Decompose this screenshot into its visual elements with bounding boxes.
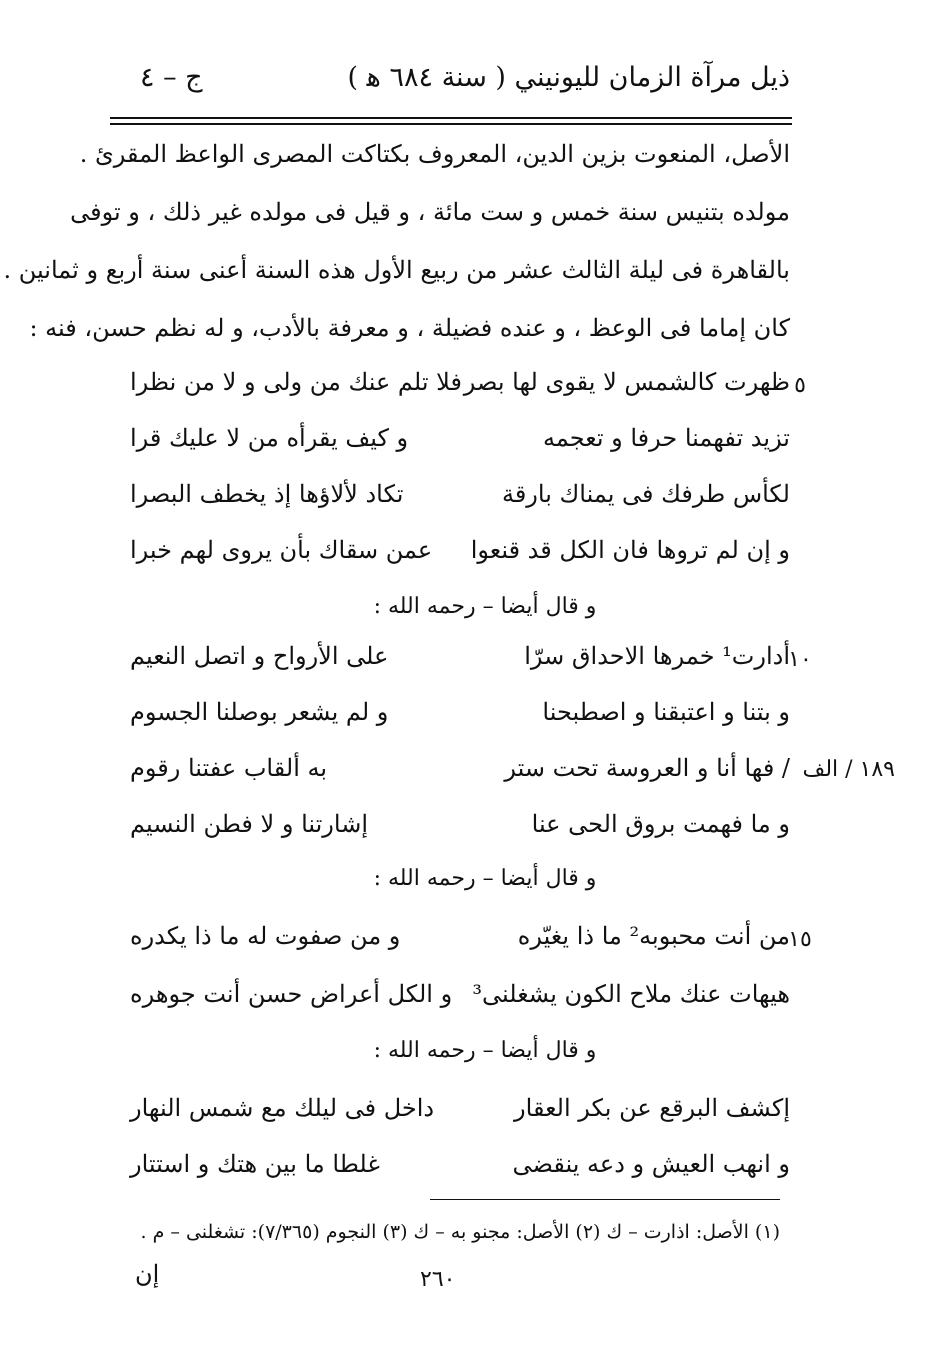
prose-line-3: بالقاهرة فى ليلة الثالث عشر من ربيع الأول هذه السنة أعنى سنة أربع و ثمانين .	[3, 256, 790, 284]
verse-second-hemistich: تكاد لألاؤها إذ يخطف البصرا	[130, 480, 404, 508]
catchword: إن	[135, 1260, 160, 1288]
verse-line	[130, 474, 790, 514]
verse-first-hemistich: و ما فهمت بروق الحى عنا	[531, 810, 790, 838]
verse-line	[130, 418, 790, 458]
verse-second-hemistich: على الأرواح و اتصل النعيم	[130, 642, 389, 670]
poem-intro	[0, 862, 950, 896]
verse-second-hemistich: و كيف يقرأه من لا عليك قرا	[130, 424, 409, 452]
line-number-5: ٥	[794, 373, 806, 398]
margin-folio-note: ١٨٩ / الف	[802, 757, 895, 782]
verse-first-hemistich: أدارت¹ خمرها الاحداق سرّا	[524, 642, 790, 670]
poem-intro-text: و قال أيضا – رحمه الله :	[373, 594, 597, 619]
prose-line-1: الأصل، المنعوت بزين الدين، المعروف بكتاكت المصرى الواعظ المقرئ .	[79, 140, 790, 168]
verse-second-hemistich: و الكل أعراض حسن أنت جوهره	[130, 980, 453, 1008]
verse-first-hemistich: هيهات عنك ملاح الكون يشغلنى³	[472, 980, 790, 1008]
poem-intro-text: و قال أيضا – رحمه الله :	[373, 866, 597, 891]
line-number-15: ١٥	[788, 927, 812, 952]
verse-first-hemistich: و بتنا و اعتبقنا و اصطبحنا	[542, 698, 790, 726]
verse-line	[130, 362, 790, 402]
verse-first-hemistich: تزيد تفهمنا حرفا و تعجمه	[543, 424, 790, 452]
verse-second-hemistich: به ألقاب عفتنا رقوم	[130, 754, 328, 782]
verse-line	[130, 916, 790, 956]
header-title: ذيل مرآة الزمان لليونيني ( سنة ٦٨٤ ﻫ )	[347, 62, 790, 93]
poem-intro	[0, 1034, 950, 1068]
verse-first-hemistich: ظهرت كالشمس لا يقوى لها بصر	[463, 368, 790, 396]
footnote-rule	[430, 1199, 780, 1200]
verse-line	[130, 1088, 790, 1128]
verse-line	[130, 748, 790, 788]
verse-line	[130, 1144, 790, 1184]
verse-first-hemistich: / فها أنا و العروسة تحت ستر	[504, 754, 790, 782]
prose-line-2: مولده بتنيس سنة خمس و ست مائة ، و قيل فى مولده غير ذلك ، و توفى	[70, 198, 790, 226]
verse-second-hemistich: فلا تلم عنك من ولى و لا من نظرا	[130, 368, 462, 396]
running-header	[110, 62, 790, 106]
header-rule-top	[110, 117, 792, 119]
verse-second-hemistich: عمن سقاك بأن يروى لهم خبرا	[130, 536, 433, 564]
verse-second-hemistich: إشارتنا و لا فطن النسيم	[130, 810, 368, 838]
header-rule-bottom	[110, 123, 792, 125]
verse-second-hemistich: و لم يشعر بوصلنا الجسوم	[130, 698, 389, 726]
verse-line	[130, 974, 790, 1014]
verse-line	[130, 692, 790, 732]
verse-first-hemistich: من أنت محبوبه² ما ذا يغيّره	[517, 922, 790, 950]
line-number-10: ١٠	[788, 647, 812, 672]
verse-first-hemistich: و إن لم تروها فان الكل قد قنعوا	[470, 536, 790, 564]
prose-line-4: كان إماما فى الوعظ ، و عنده فضيلة ، و معرفة بالأدب، و له نظم حسن، فنه :	[29, 314, 790, 342]
verse-first-hemistich: و انهب العيش و دعه ينقضى	[512, 1150, 790, 1178]
verse-first-hemistich: إكشف البرقع عن بكر العقار	[514, 1094, 790, 1122]
poem-intro	[0, 590, 950, 624]
verse-second-hemistich: داخل فى ليلك مع شمس النهار	[130, 1094, 435, 1122]
verse-second-hemistich: غلطا ما بين هتك و استتار	[130, 1150, 380, 1178]
verse-line	[130, 530, 790, 570]
verse-first-hemistich: لكأس طرفك فى يمناك بارقة	[501, 480, 790, 508]
poem-intro-text: و قال أيضا – رحمه الله :	[373, 1038, 597, 1063]
header-volume: ج – ٤	[140, 62, 203, 93]
page-number: ٢٦٠	[420, 1267, 456, 1292]
verse-line	[130, 636, 790, 676]
verse-line	[130, 804, 790, 844]
footnotes: (١) الأصل: اذارت – ك (٢) الأصل: مجنو به – ك (٣) النجوم (٧/٣٦٥): تشغلنى – م .	[140, 1221, 780, 1243]
verse-second-hemistich: و من صفوت له ما ذا يكدره	[130, 922, 401, 950]
